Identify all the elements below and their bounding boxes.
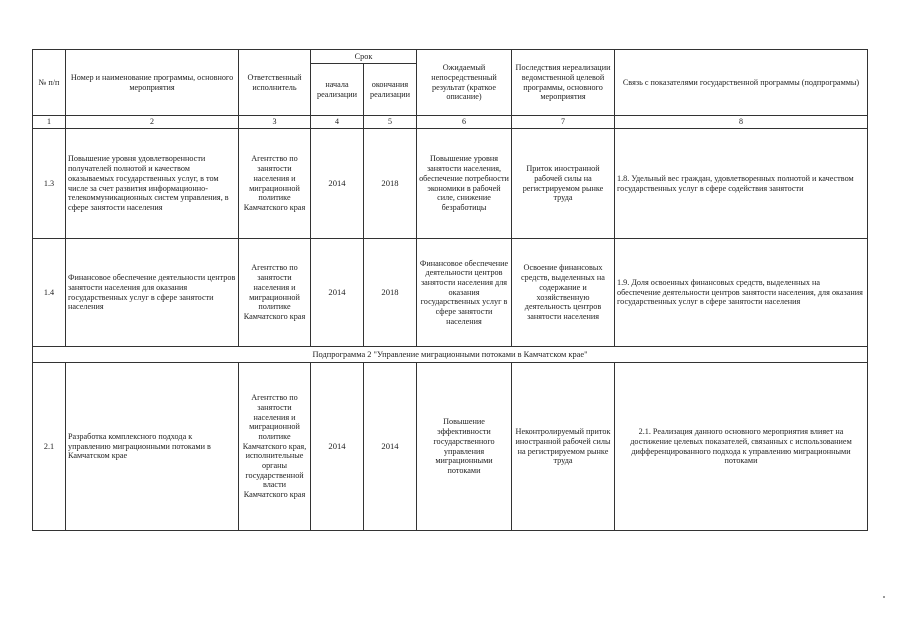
row-end: 2014 [364, 363, 417, 531]
row-consequences: Неконтролируемый приток иностранной рабочей силы на регистрируемом рынке труда [512, 363, 615, 531]
header-num: № п/п [33, 50, 66, 116]
header-start: начала реализации [311, 64, 364, 116]
table-row [33, 363, 868, 531]
column-number: 6 [417, 116, 512, 129]
row-consequences: Освоение финансовых средств, выделенных на содержание и хозяйственную деятельность центров занятости населения [512, 239, 615, 347]
header-term: Срок [311, 50, 417, 64]
row-result: Повышение уровня занятости населения, обеспечение потребности экономики в рабочей силе, снижение безработицы [417, 129, 512, 239]
row-executor: Агентство по занятости населения и миграционной политике Камчатского края, исполнительные органы государственной власти Камчатского края [239, 363, 311, 531]
header-consequences: Последствия нереализации ведомственной целевой программы, основного мероприятия [512, 50, 615, 116]
row-num: 2.1 [33, 363, 66, 531]
column-number: 5 [364, 116, 417, 129]
table-row [33, 129, 868, 239]
row-link: 2.1. Реализация данного основного мероприятия влияет на достижение целевых показателей, связанных с использованием дифференцированного подхода к управлению миграционными потоками [615, 363, 868, 531]
row-executor: Агентство по занятости населения и миграционной политике Камчатского края [239, 239, 311, 347]
row-num: 1.4 [33, 239, 66, 347]
column-number-row [33, 116, 868, 129]
row-result: Финансовое обеспечение деятельности центров занятости населения для оказания государственных услуг в сфере занятости населения [417, 239, 512, 347]
column-number: 1 [33, 116, 66, 129]
column-number: 4 [311, 116, 364, 129]
row-executor: Агентство по занятости населения и миграционной политике Камчатского края [239, 129, 311, 239]
row-result: Повышение эффективности государственного управления миграционными потоками [417, 363, 512, 531]
row-link: 1.8. Удельный вес граждан, удовлетворенных полнотой и качеством государственных услуг в сфере содействия занятости [615, 129, 868, 239]
row-name: Финансовое обеспечение деятельности центров занятости населения для оказания государственных услуг в сфере занятости населения [66, 239, 239, 347]
row-end: 2018 [364, 239, 417, 347]
header-result: Ожидаемый непосредственный результат (краткое описание) [417, 50, 512, 116]
header-row-1 [33, 50, 868, 64]
subprogram-row [33, 347, 868, 363]
subprogram-title: Подпрограмма 2 "Управление миграционными потоками в Камчатском крае" [33, 347, 868, 363]
row-num: 1.3 [33, 129, 66, 239]
header-end: окончания реализации [364, 64, 417, 116]
program-measures-table [32, 49, 868, 531]
row-start: 2014 [311, 239, 364, 347]
header-link: Связь с показателями государственной программы (подпрограммы) [615, 50, 868, 116]
row-end: 2018 [364, 129, 417, 239]
row-start: 2014 [311, 129, 364, 239]
column-number: 8 [615, 116, 868, 129]
column-number: 2 [66, 116, 239, 129]
row-link: 1.9. Доля освоенных финансовых средств, выделенных на обеспечение деятельности центров занятости населения, для оказания государственных услуг в сфере занятости населения [615, 239, 868, 347]
column-number: 3 [239, 116, 311, 129]
row-start: 2014 [311, 363, 364, 531]
row-name: Разработка комплексного подхода к управлению миграционными потоками в Камчатском крае [66, 363, 239, 531]
table-row [33, 239, 868, 347]
scan-speck [883, 596, 885, 598]
header-executor: Ответственный исполнитель [239, 50, 311, 116]
column-number: 7 [512, 116, 615, 129]
header-name: Номер и наименование программы, основного мероприятия [66, 50, 239, 116]
row-consequences: Приток иностранной рабочей силы на регистрируемом рынке труда [512, 129, 615, 239]
row-name: Повышение уровня удовлетворенности получателей полнотой и качеством оказываемых государственных услуг, в том числе за счет развития информационно-телекоммуникационных систем управления, в сфере занятости населения [66, 129, 239, 239]
